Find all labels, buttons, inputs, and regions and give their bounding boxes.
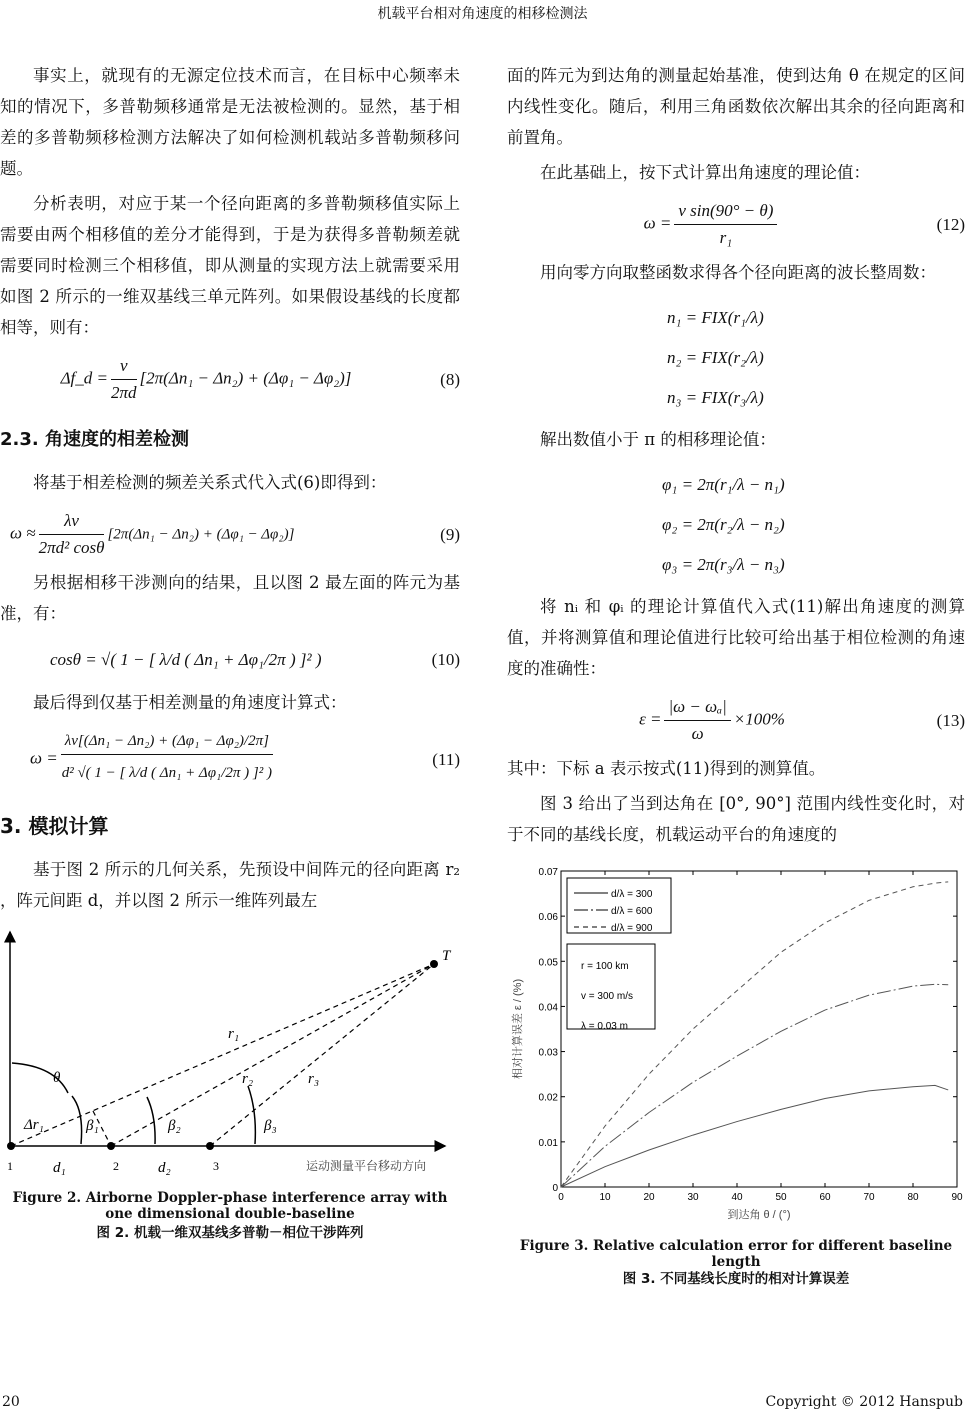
label-d2: d₂ [158, 1160, 171, 1176]
paragraph: 最后得到仅基于相差测量的角速度计算式： [33, 693, 347, 712]
eq-num: λv[(Δn₁ − Δn₂) + (Δφ₁ − Δφ₂)/2π] [61, 728, 273, 755]
eq-lhs: ω = [30, 748, 58, 768]
paragraph: 解出数值小于 π 的相移理论值： [540, 430, 776, 449]
y-tick-label: 0.06 [538, 912, 558, 924]
eq-num: |ω − ωₐ| [664, 694, 730, 721]
label-r3: r₃ [308, 1071, 320, 1087]
eq-den: r₁ [719, 228, 733, 247]
label-element-1: 1 [7, 1159, 13, 1173]
label-d1: d₁ [53, 1160, 66, 1176]
equation-phi1: φ₁ = 2π(r₁/λ − n₁) [662, 475, 785, 494]
y-axis-label: 相对计算误差 ε / (%) [512, 978, 524, 1080]
parameter-box [567, 944, 655, 1029]
y-tick-label: 0.01 [538, 1137, 558, 1149]
x-tick-label: 80 [907, 1192, 919, 1203]
x-tick-label: 70 [863, 1192, 875, 1203]
element-2-dot [107, 1142, 115, 1150]
equation-phi2: φ₂ = 2π(r₂/λ − n₂) [662, 515, 785, 534]
right-column [507, 60, 965, 1287]
paragraph: 其中：下标 a 表示按式(11)得到的测算值。 [507, 759, 826, 778]
label-theta: θ [53, 1070, 61, 1086]
label-direction: 运动测量平台移动方向 [306, 1159, 427, 1173]
paragraph: 事实上，就现有的无源定位技术而言，在目标中心频率未知的情况下，多普勒频移通常是无法被检测的。显然，基于相差的多普勒频移检测方法解决了如何检测机载站多普勒频移问题。 [0, 66, 460, 178]
y-tick-label: 0.02 [538, 1092, 558, 1104]
y-tick-label: 0.04 [538, 1002, 558, 1014]
parameter-annotation: v = 300 m/s [581, 991, 633, 1002]
paragraph: 将 nᵢ 和 φᵢ 的理论计算值代入式(11)解出角速度的测算值，并将测算值和理论值进行比较可给出基于相位检测的角速度的准确性： [507, 597, 965, 678]
label-T: T [442, 948, 451, 964]
running-header: 机载平台相对角速度的相移检测法 [377, 6, 588, 22]
paragraph: 将基于相差检测的频差关系式代入式(6)即得到： [33, 473, 387, 492]
paragraph: 基于图 2 所示的几何关系，先预设中间阵元的径向距离 r₂ ，阵元间距 d，并以图 2 所示一维阵列最左 [0, 860, 460, 910]
paragraph: 面的阵元为到达角的测量起始基准，使到达角 θ 在规定的区间内线性变化。随后，利用三角函数依次解出其余的径向距离和前置角。 [507, 66, 965, 147]
eq-number: (10) [431, 650, 460, 669]
figure-2-caption-en: Figure 2. Airborne Doppler-phase interference array with one dimensional double-baseline [12, 1190, 448, 1222]
left-column [0, 60, 460, 1241]
eq-lhs: Δf_d = [60, 368, 109, 388]
eq-lhs: ω ≈ [10, 523, 36, 543]
eq-number: (11) [432, 749, 460, 769]
equation-11 [0, 722, 460, 797]
paragraph: 在此基础上，按下式计算出角速度的理论值： [540, 163, 870, 182]
eq-lhs: ω = [643, 213, 672, 233]
eq-body: cosθ = √( 1 − [ λ/d ( Δn₁ + Δφ₁/2π ) ]² ) [50, 650, 322, 669]
equation-13 [507, 688, 965, 753]
eq-number: (8) [440, 369, 460, 389]
paragraph: 分析表明，对应于某一个径向距离的多普勒频移值实际上需要由两个相移值的差分才能得到，于是为获得多普勒频差就需要同时检测三个相移值，即从测量的实现方法上就需要采用如图 2 所示的一维双基线三单元阵列。如果假设基线的长度都相等，则有： [0, 194, 460, 337]
phase-equations [507, 459, 965, 591]
paragraph: 另根据相移干涉测向的结果，且以图 2 最左面的阵元为基准，有： [0, 573, 460, 623]
figure-3-chart [507, 860, 965, 1230]
x-tick-label: 60 [819, 1192, 831, 1203]
copyright: Copyright © 2012 Hanspub [765, 1394, 963, 1410]
label-beta1: β₁ [86, 1118, 99, 1134]
paragraph: 图 3 给出了当到达角在 [0°, 90°] 范围内线性变化时，对于不同的基线长度，机载运动平台的角速度的 [507, 794, 965, 844]
eq-num: v [111, 353, 137, 380]
beta2-arc [147, 1097, 155, 1144]
parameter-annotation: r = 100 km [581, 961, 629, 972]
equation-8 [0, 347, 460, 412]
paragraph: 用向零方向取整函数求得各个径向距离的波长整周数： [540, 263, 936, 282]
figure-2-caption-cn: 图 2. 机载一维双基线多普勒－相位干涉阵列 [96, 1225, 364, 1241]
eq-number: (12) [936, 214, 965, 234]
label-element-2: 2 [113, 1159, 119, 1173]
fix-equations [507, 292, 965, 424]
equation-12 [507, 192, 965, 257]
y-tick-label: 0.03 [538, 1047, 558, 1059]
section-heading-3: 3. 模拟计算 [0, 814, 109, 838]
eq-den: ω [691, 724, 704, 743]
eq-num: v sin(90° − θ) [674, 198, 777, 225]
page-number: 20 [2, 1394, 20, 1410]
target-dot [430, 960, 438, 968]
eq-number: (9) [440, 524, 460, 544]
element-3-dot [206, 1142, 214, 1150]
figure-2-diagram [0, 926, 460, 1176]
figure-3-caption-en: Figure 3. Relative calculation error for different baseline length [519, 1238, 953, 1270]
x-tick-label: 40 [731, 1192, 743, 1203]
x-tick-label: 0 [558, 1192, 564, 1203]
eq-number: (13) [936, 710, 965, 730]
eq-den: d² √( 1 − [ λ/d ( Δn₁ + Δφ₁/2π ) ]² ) [61, 765, 273, 781]
x-tick-label: 50 [775, 1192, 787, 1203]
legend-label-3: d/λ = 900 [611, 923, 653, 934]
x-tick-label: 90 [951, 1192, 963, 1203]
eq-num: λv [39, 508, 105, 535]
element-1-dot [7, 1142, 15, 1150]
equation-10 [0, 633, 460, 687]
label-r1: r₁ [228, 1026, 240, 1042]
equation-9 [0, 502, 460, 567]
eq-den: 2πd² cosθ [38, 538, 105, 557]
beta1-arc [72, 1096, 82, 1144]
equation-n3: n₃ = FIX(r₃/λ) [667, 388, 764, 407]
figure-3-caption-cn: 图 3. 不同基线长度时的相对计算误差 [622, 1271, 850, 1287]
x-tick-label: 10 [599, 1192, 611, 1203]
legend-label-1: d/λ = 300 [611, 889, 653, 900]
parameter-annotation: λ = 0.03 m [581, 1021, 628, 1032]
eq-rhs: [2π(Δn₁ − Δn₂) + (Δφ₁ − Δφ₂)] [107, 526, 295, 543]
range-lines [11, 964, 434, 1146]
y-tick-label: 0.07 [538, 867, 558, 878]
x-tick-label: 30 [687, 1192, 699, 1203]
label-element-3: 3 [213, 1159, 219, 1173]
equation-n2: n₂ = FIX(r₂/λ) [667, 348, 764, 367]
label-beta2: β₂ [168, 1118, 181, 1134]
label-beta3: β₃ [264, 1118, 277, 1134]
equation-n1: n₁ = FIX(r₁/λ) [667, 308, 764, 327]
x-axis-label: 到达角 θ / (°) [727, 1209, 791, 1221]
eq-den: 2πd [111, 383, 137, 402]
section-heading-2-3: 2.3. 角速度的相差检测 [0, 429, 189, 450]
label-delta-r1: Δr₁ [24, 1117, 44, 1133]
y-tick-label: 0 [552, 1183, 558, 1194]
legend-label-2: d/λ = 600 [611, 906, 653, 917]
x-tick-label: 20 [643, 1192, 655, 1203]
eq-rhs: [2π(Δn₁ − Δn₂) + (Δφ₁ − Δφ₂)] [139, 368, 352, 388]
label-r2: r₂ [242, 1071, 254, 1087]
y-tick-label: 0.05 [538, 957, 558, 969]
equation-phi3: φ₃ = 2π(r₃/λ − n₃) [662, 555, 785, 574]
eq-rhs: ×100% [733, 709, 785, 729]
eq-lhs: ε = [639, 709, 662, 729]
